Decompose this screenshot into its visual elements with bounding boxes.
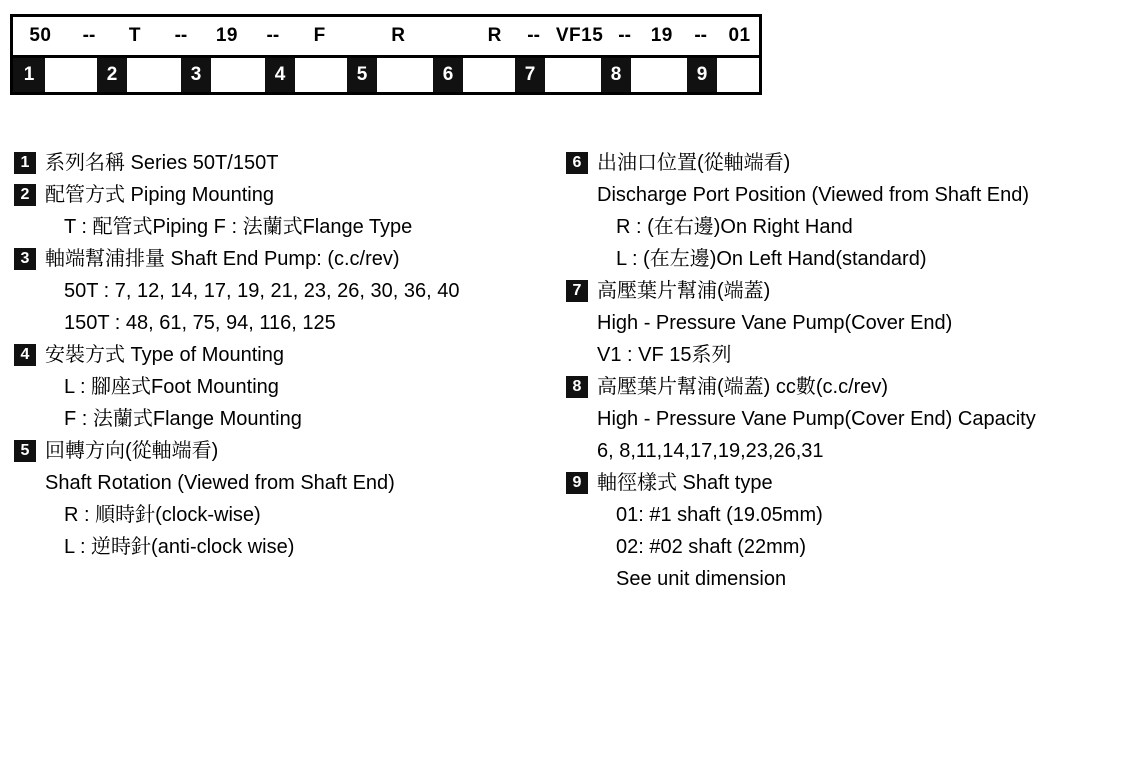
legend-title-4: 安裝方式 Type of Mounting (45, 344, 284, 366)
code-number-4: 4 (265, 58, 295, 92)
code-separator-7: -- (618, 25, 631, 46)
code-value-3: 19 (215, 25, 238, 46)
legend-badge-5: 5 (14, 440, 36, 462)
code-value-8: 19 (650, 25, 673, 46)
legend-badge-6: 6 (566, 152, 588, 174)
code-separator-3: -- (266, 25, 280, 46)
legend-line-5-2: R : 順時針(clock-wise) (64, 504, 261, 526)
legend-entry-8 (566, 374, 1146, 464)
legend-entry-6 (566, 150, 1146, 272)
legend-badge-3: 3 (14, 248, 36, 270)
legend-column-right (566, 150, 1146, 598)
legend-title-1: 系列名稱 Series 50T/150T (45, 152, 279, 174)
legend-line-6-1: Discharge Port Position (Viewed from Shaft End) (597, 184, 1030, 206)
code-gap-4 (345, 17, 372, 55)
legend-line-5-3: L : 逆時針(anti-clock wise) (64, 536, 295, 558)
legend-line-8-1: High - Pressure Vane Pump(Cover End) Capacity (597, 408, 1036, 430)
code-value-4: F (313, 25, 326, 46)
legend-badge-2: 2 (14, 184, 36, 206)
legend-line-9-2: 02: #02 shaft (22mm) (616, 536, 807, 558)
legend-line-6-3: L : (在左邊)On Left Hand(standard) (616, 248, 927, 270)
legend-badge-8: 8 (566, 376, 588, 398)
legend-line-8-2: 6, 8,11,14,17,19,23,26,31 (597, 440, 824, 462)
legend-line-6-2: R : (在右邊)On Right Hand (616, 216, 853, 238)
legend-title-7: 高壓葉片幫浦(端蓋) (597, 280, 771, 302)
code-separator-1: -- (82, 25, 96, 46)
code-separator-8: -- (694, 25, 707, 46)
legend-column-left (14, 150, 574, 566)
code-number-5: 5 (347, 58, 377, 92)
legend-badge-7: 7 (566, 280, 588, 302)
legend-entry-2 (14, 182, 574, 240)
legend-line-5-1: Shaft Rotation (Viewed from Shaft End) (45, 472, 395, 494)
legend-line-3-1: 50T : 7, 12, 14, 17, 19, 21, 23, 26, 30, 36, 40 (64, 280, 460, 302)
code-number-7: 7 (515, 58, 545, 92)
legend-entry-9 (566, 470, 1146, 592)
code-number-6: 6 (433, 58, 463, 92)
code-value-5: R (391, 25, 406, 46)
code-value-7: VF15 (555, 25, 604, 46)
code-value-6: R (487, 25, 502, 46)
model-code-table (10, 14, 762, 95)
code-value-1: 50 (29, 25, 52, 46)
model-code-values-row (13, 17, 759, 58)
code-number-1: 1 (13, 58, 45, 92)
code-value-2: T (128, 25, 142, 46)
legend-entry-7 (566, 278, 1146, 368)
code-separator-2: -- (174, 25, 188, 46)
legend-line-9-3: See unit dimension (616, 568, 787, 590)
legend-title-5: 回轉方向(從軸端看) (45, 440, 219, 462)
code-number-9: 9 (687, 58, 717, 92)
code-gap-5 (425, 17, 475, 55)
code-number-8: 8 (601, 58, 631, 92)
code-separator-6: -- (527, 25, 540, 46)
code-value-9: 01 (728, 25, 751, 46)
legend-title-6: 出油口位置(從軸端看) (597, 152, 791, 174)
legend-line-3-2: 150T : 48, 61, 75, 94, 116, 125 (64, 312, 336, 334)
legend-line-7-2: V1 : VF 15系列 (597, 344, 732, 366)
legend-line-4-2: F : 法蘭式Flange Mounting (64, 408, 302, 430)
legend-entry-4 (14, 342, 574, 432)
legend-title-9: 軸徑樣式 Shaft type (597, 472, 773, 494)
legend-line-4-1: L : 腳座式Foot Mounting (64, 376, 279, 398)
legend-title-2: 配管方式 Piping Mounting (45, 184, 274, 206)
legend-badge-9: 9 (566, 472, 588, 494)
legend-entry-1 (14, 150, 574, 176)
legend-title-3: 軸端幫浦排量 Shaft End Pump: (c.c/rev) (45, 248, 400, 270)
code-number-2: 2 (97, 58, 127, 92)
legend-entry-3 (14, 246, 574, 336)
legend-entry-5 (14, 438, 574, 560)
legend-line-9-1: 01: #1 shaft (19.05mm) (616, 504, 823, 526)
legend-title-8: 高壓葉片幫浦(端蓋) cc數(c.c/rev) (597, 376, 889, 398)
code-number-3: 3 (181, 58, 211, 92)
legend-line-2-1: T : 配管式Piping F : 法蘭式Flange Type (64, 216, 413, 238)
model-code-numbers-row (13, 58, 759, 92)
legend-badge-4: 4 (14, 344, 36, 366)
legend-badge-1: 1 (14, 152, 36, 174)
legend-line-7-1: High - Pressure Vane Pump(Cover End) (597, 312, 953, 334)
